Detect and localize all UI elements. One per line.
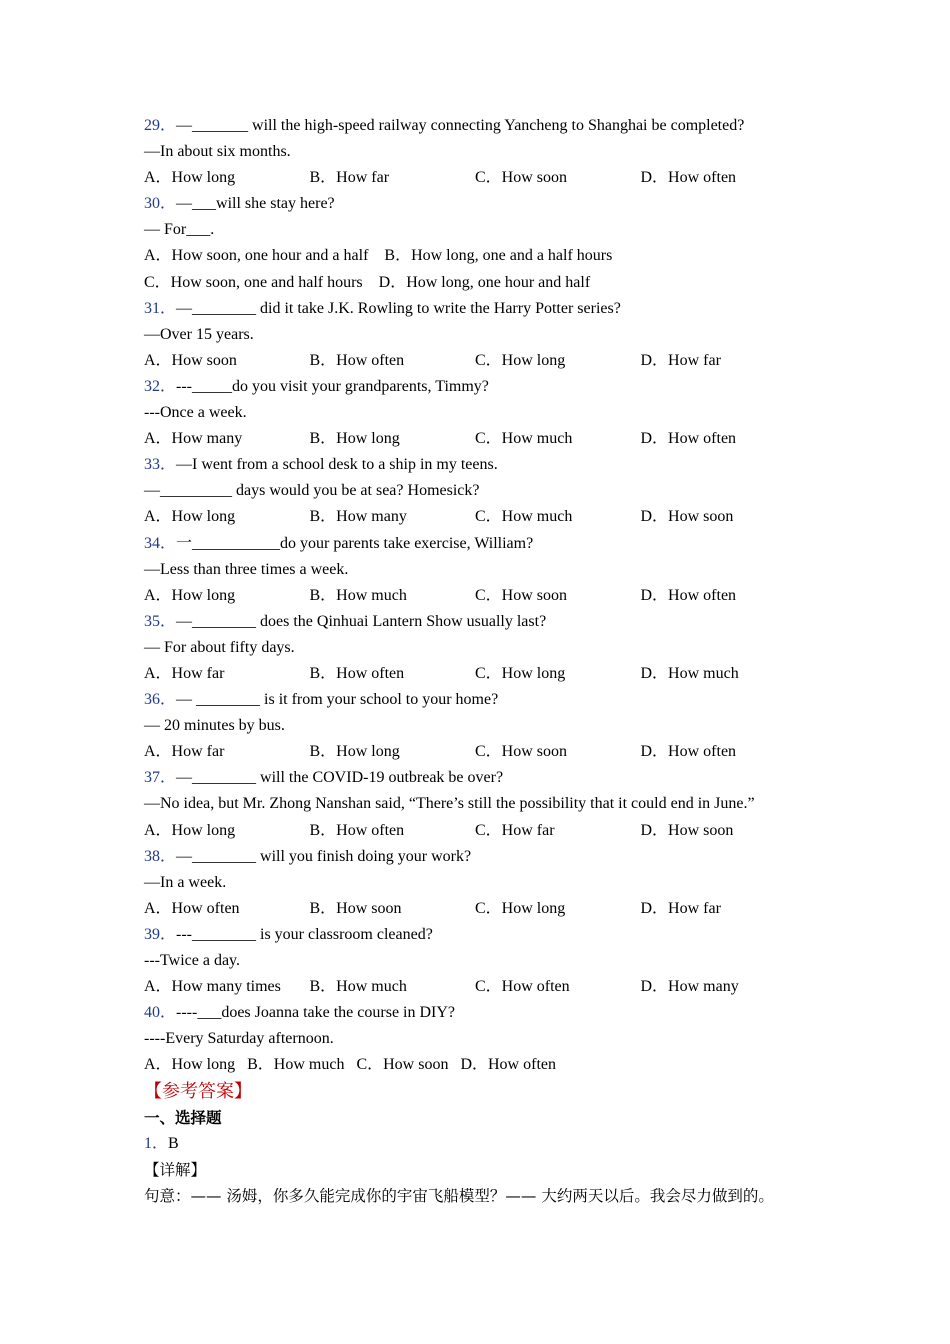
options-row: [144, 426, 844, 452]
option-d: D．How far: [640, 351, 721, 369]
option-a: A．How far: [144, 743, 225, 761]
question-39: [144, 922, 844, 948]
question-text: —I went from a school desk to a ship in my teens.: [176, 456, 498, 474]
options-row: [144, 348, 844, 374]
option-b: B．How far: [309, 169, 390, 187]
answer-line: —In a week.: [144, 873, 227, 891]
explanation-text: 句意：—— 汤姆，你多久能完成你的宇宙飞船模型？—— 大约两天以后。我会尽力做到的。: [144, 1186, 774, 1205]
options-line-2: C．How soon, one and half hours D．How long, one hour and half: [144, 273, 591, 291]
option-a: A．How many: [144, 430, 243, 448]
answer-key-title: 【参考答案】: [144, 1081, 252, 1102]
question-text: —________ did it take J.K. Rowling to write the Harry Potter series?: [176, 299, 621, 317]
question-30: [144, 191, 844, 217]
answer-line: —Over 15 years.: [144, 325, 254, 343]
options-line-1: A．How soon, one hour and a half B．How long, one and a half hours: [144, 247, 613, 265]
options-row: [144, 165, 844, 191]
options-line: A．How long B．How much C．How soon D．How often: [144, 1056, 556, 1074]
option-b: B．How soon: [309, 899, 402, 917]
question-number: 29．: [144, 117, 177, 134]
question-text: ----___does Joanna take the course in DIY?: [176, 1004, 456, 1022]
answer-line: — 20 minutes by bus.: [144, 717, 285, 735]
question-29: [144, 113, 844, 139]
option-a: A．How often: [144, 899, 240, 917]
question-number: 35．: [144, 612, 177, 630]
option-c: C．How long: [475, 351, 566, 369]
option-c: C．How long: [475, 664, 566, 682]
option-b: B．How much: [309, 586, 407, 604]
option-c: C．How much: [475, 430, 573, 448]
answer-line: —_________ days would you be at sea? Homesick?: [144, 482, 480, 500]
question-text: —________ will the COVID-19 outbreak be over?: [176, 769, 504, 787]
option-d: D．How much: [640, 664, 739, 682]
question-33: [144, 452, 844, 478]
question-35: [144, 609, 844, 635]
options-row: [144, 974, 844, 1000]
option-d: D．How often: [640, 430, 737, 448]
answer-line: — For about fifty days.: [144, 638, 295, 656]
options-row: [144, 896, 844, 922]
question-number: 37．: [144, 769, 177, 787]
question-text: ---________ is your classroom cleaned?: [176, 925, 433, 943]
option-c: C．How often: [475, 978, 570, 996]
options-row: [144, 818, 844, 844]
question-number: 38．: [144, 847, 177, 865]
question-32: [144, 374, 844, 400]
question-34: [144, 531, 844, 557]
answer-line: —Less than three times a week.: [144, 560, 349, 578]
option-b: B．How often: [309, 821, 405, 839]
question-31: [144, 296, 844, 322]
question-number: 31．: [144, 299, 177, 317]
option-d: D．How soon: [640, 508, 734, 526]
question-number: 30．: [144, 195, 177, 213]
option-b: B．How often: [309, 664, 405, 682]
option-c: C．How soon: [475, 169, 568, 187]
answer-line: —No idea, but Mr. Zhong Nanshan said, “There’s still the possibility that it could end in June.”: [144, 795, 755, 813]
question-36: [144, 687, 844, 713]
option-b: B．How often: [309, 351, 405, 369]
question-text: —_______ will the high-speed railway connecting Yancheng to Shanghai be completed?: [176, 117, 745, 134]
option-a: A．How soon: [144, 351, 237, 369]
section-heading: 一、选择题: [144, 1108, 222, 1127]
answer-line: —In about six months.: [144, 143, 291, 161]
option-b: B．How long: [309, 743, 400, 761]
question-page: [144, 113, 844, 1209]
option-b: B．How many: [309, 508, 407, 526]
option-d: D．How many: [640, 978, 739, 996]
question-text: —________ will you finish doing your work?: [176, 847, 472, 865]
option-c: C．How far: [475, 821, 555, 839]
option-a: A．How many times: [144, 978, 281, 996]
answer-number: 1．: [144, 1134, 169, 1152]
question-37: [144, 765, 844, 791]
option-c: C．How soon: [475, 586, 568, 604]
option-d: D．How often: [640, 169, 737, 187]
options-row: [144, 739, 844, 765]
options-row: [144, 504, 844, 530]
option-a: A．How far: [144, 664, 225, 682]
answer-line: — For___.: [144, 221, 215, 239]
option-b: B．How much: [309, 978, 407, 996]
answer-value: B: [168, 1134, 179, 1152]
option-c: C．How much: [475, 508, 573, 526]
question-text: 一___________do your parents take exercise, William?: [176, 534, 534, 552]
question-38: [144, 844, 844, 870]
question-number: 39．: [144, 925, 177, 943]
option-a: A．How long: [144, 821, 236, 839]
question-number: 32．: [144, 377, 177, 395]
question-text: ---_____do you visit your grandparents, Timmy?: [176, 377, 489, 395]
detail-label: 【详解】: [144, 1160, 207, 1179]
options-row: [144, 661, 844, 687]
option-d: D．How often: [640, 586, 737, 604]
question-40: [144, 1000, 844, 1026]
answer-line: ---Twice a day.: [144, 952, 241, 969]
question-number: 33．: [144, 456, 177, 474]
option-d: D．How often: [640, 743, 737, 761]
question-text: — ________ is it from your school to your home?: [176, 691, 499, 709]
option-a: A．How long: [144, 169, 236, 187]
question-text: —___will she stay here?: [176, 195, 335, 213]
answer-line: ----Every Saturday afternoon.: [144, 1030, 334, 1048]
option-c: C．How soon: [475, 743, 568, 761]
option-b: B．How long: [309, 430, 400, 448]
answer-line: ---Once a week.: [144, 404, 247, 422]
question-number: 36．: [144, 691, 177, 709]
answer-item-1: [144, 1131, 844, 1157]
options-row: [144, 583, 844, 609]
option-d: D．How far: [640, 899, 721, 917]
question-number: 34．: [144, 534, 177, 552]
question-number: 40．: [144, 1004, 177, 1022]
question-text: —________ does the Qinhuai Lantern Show usually last?: [176, 612, 547, 630]
option-c: C．How long: [475, 899, 566, 917]
option-a: A．How long: [144, 586, 236, 604]
option-a: A．How long: [144, 508, 236, 526]
option-d: D．How soon: [640, 821, 734, 839]
